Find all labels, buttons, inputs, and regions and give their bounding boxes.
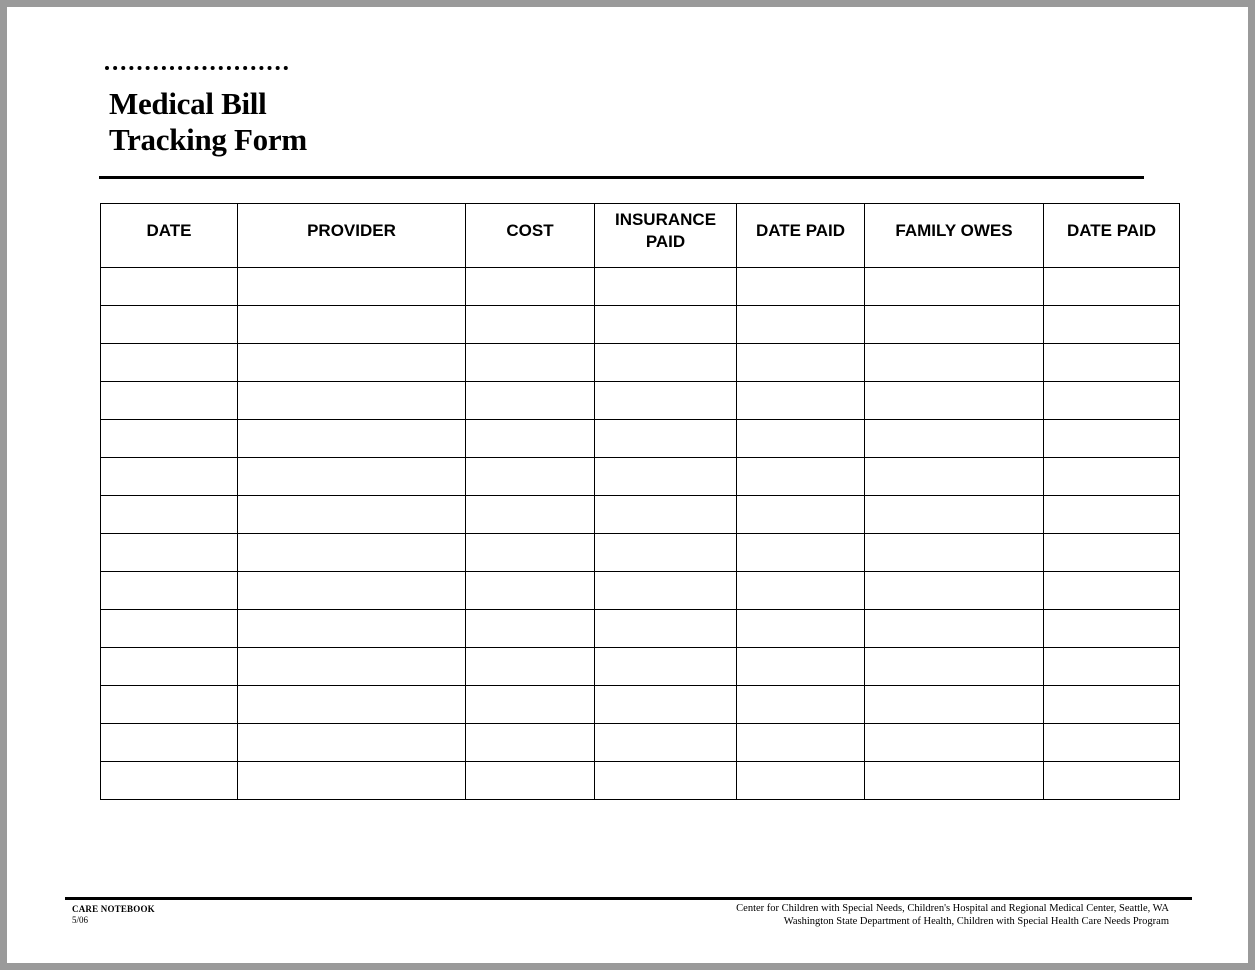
cell-cost[interactable] bbox=[466, 268, 595, 306]
cell-insurance-paid[interactable] bbox=[595, 686, 737, 724]
form-title-line-1: Medical Bill bbox=[109, 86, 267, 121]
cell-insurance-paid[interactable] bbox=[595, 534, 737, 572]
footer-left bbox=[72, 904, 155, 926]
cell-insurance-paid[interactable] bbox=[595, 344, 737, 382]
column-header-date bbox=[101, 204, 238, 268]
cell-family-owes[interactable] bbox=[865, 344, 1044, 382]
cell-date-paid-2[interactable] bbox=[1044, 648, 1180, 686]
cell-family-owes[interactable] bbox=[865, 686, 1044, 724]
table-row bbox=[101, 572, 1180, 610]
cell-cost[interactable] bbox=[466, 496, 595, 534]
column-header-label: DATE PAID bbox=[755, 220, 846, 240]
cell-provider[interactable] bbox=[238, 268, 466, 306]
column-header-label: COST bbox=[506, 220, 554, 240]
cell-cost[interactable] bbox=[466, 420, 595, 458]
table-row bbox=[101, 762, 1180, 800]
cell-family-owes[interactable] bbox=[865, 496, 1044, 534]
column-header-insurance-paid bbox=[595, 204, 737, 268]
cell-date[interactable] bbox=[101, 268, 238, 306]
cell-insurance-paid[interactable] bbox=[595, 496, 737, 534]
cell-date-paid-2[interactable] bbox=[1044, 762, 1180, 800]
footer-version: 5/06 bbox=[72, 915, 89, 925]
table-row bbox=[101, 268, 1180, 306]
cell-provider[interactable] bbox=[238, 686, 466, 724]
cell-provider[interactable] bbox=[238, 382, 466, 420]
cell-cost[interactable] bbox=[466, 648, 595, 686]
column-header-label: INSURANCE PAID bbox=[614, 209, 717, 251]
cell-date-paid[interactable] bbox=[737, 610, 865, 648]
cell-insurance-paid[interactable] bbox=[595, 382, 737, 420]
cell-date-paid[interactable] bbox=[737, 458, 865, 496]
table-row bbox=[101, 344, 1180, 382]
cell-provider[interactable] bbox=[238, 458, 466, 496]
column-header-label: DATE bbox=[146, 220, 192, 240]
cell-date[interactable] bbox=[101, 610, 238, 648]
cell-date[interactable] bbox=[101, 724, 238, 762]
cell-family-owes[interactable] bbox=[865, 382, 1044, 420]
cell-cost[interactable] bbox=[466, 458, 595, 496]
cell-date-paid[interactable] bbox=[737, 306, 865, 344]
cell-insurance-paid[interactable] bbox=[595, 724, 737, 762]
cell-date-paid[interactable] bbox=[737, 344, 865, 382]
cell-date-paid-2[interactable] bbox=[1044, 268, 1180, 306]
cell-cost[interactable] bbox=[466, 762, 595, 800]
cell-date-paid[interactable] bbox=[737, 648, 865, 686]
column-header-date-paid-2 bbox=[1044, 204, 1180, 268]
cell-date[interactable] bbox=[101, 382, 238, 420]
table-row bbox=[101, 496, 1180, 534]
cell-insurance-paid[interactable] bbox=[595, 648, 737, 686]
column-header-label: DATE PAID bbox=[1066, 220, 1157, 240]
cell-insurance-paid[interactable] bbox=[595, 610, 737, 648]
cell-family-owes[interactable] bbox=[865, 610, 1044, 648]
table-row bbox=[101, 306, 1180, 344]
cell-insurance-paid[interactable] bbox=[595, 762, 737, 800]
column-header-label: PROVIDER bbox=[307, 220, 396, 240]
cell-date-paid-2[interactable] bbox=[1044, 496, 1180, 534]
cell-insurance-paid[interactable] bbox=[595, 306, 737, 344]
cell-date[interactable] bbox=[101, 496, 238, 534]
table-row bbox=[101, 458, 1180, 496]
cell-date[interactable] bbox=[101, 762, 238, 800]
cell-date-paid[interactable] bbox=[737, 724, 865, 762]
cell-date-paid-2[interactable] bbox=[1044, 610, 1180, 648]
cell-cost[interactable] bbox=[466, 724, 595, 762]
table-row bbox=[101, 686, 1180, 724]
cell-provider[interactable] bbox=[238, 762, 466, 800]
cell-date[interactable] bbox=[101, 686, 238, 724]
bill-tracking-table bbox=[100, 203, 1180, 800]
cell-date-paid-2[interactable] bbox=[1044, 420, 1180, 458]
title-divider bbox=[99, 176, 1144, 179]
cell-family-owes[interactable] bbox=[865, 572, 1044, 610]
cell-date-paid-2[interactable] bbox=[1044, 572, 1180, 610]
form-title bbox=[109, 86, 307, 158]
cell-date[interactable] bbox=[101, 458, 238, 496]
cell-date[interactable] bbox=[101, 420, 238, 458]
cell-provider[interactable] bbox=[238, 724, 466, 762]
cell-insurance-paid[interactable] bbox=[595, 420, 737, 458]
footer-credit-line-1: Center for Children with Special Needs, Children's Hospital and Regional Medical Center, Seattle, WA bbox=[736, 903, 1169, 914]
form-title-line-2: Tracking Form bbox=[109, 122, 307, 157]
table-row bbox=[101, 534, 1180, 572]
cell-date-paid[interactable] bbox=[737, 268, 865, 306]
footer-brand: CARE NOTEBOOK bbox=[72, 904, 155, 914]
cell-cost[interactable] bbox=[466, 306, 595, 344]
cell-insurance-paid[interactable] bbox=[595, 268, 737, 306]
decorative-dotted-rule bbox=[105, 66, 288, 70]
cell-insurance-paid[interactable] bbox=[595, 458, 737, 496]
footer-divider bbox=[65, 897, 1192, 900]
table-row bbox=[101, 648, 1180, 686]
cell-family-owes[interactable] bbox=[865, 648, 1044, 686]
cell-provider[interactable] bbox=[238, 610, 466, 648]
table-row bbox=[101, 724, 1180, 762]
cell-date-paid[interactable] bbox=[737, 686, 865, 724]
table-header-row bbox=[101, 204, 1180, 268]
table-row bbox=[101, 420, 1180, 458]
cell-provider[interactable] bbox=[238, 648, 466, 686]
column-header-family-owes bbox=[865, 204, 1044, 268]
cell-family-owes[interactable] bbox=[865, 268, 1044, 306]
cell-provider[interactable] bbox=[238, 534, 466, 572]
cell-provider[interactable] bbox=[238, 496, 466, 534]
cell-date-paid[interactable] bbox=[737, 496, 865, 534]
column-header-label: FAMILY OWES bbox=[895, 220, 1013, 240]
cell-date-paid[interactable] bbox=[737, 572, 865, 610]
cell-provider[interactable] bbox=[238, 572, 466, 610]
cell-family-owes[interactable] bbox=[865, 724, 1044, 762]
cell-date-paid-2[interactable] bbox=[1044, 686, 1180, 724]
cell-family-owes[interactable] bbox=[865, 534, 1044, 572]
cell-provider[interactable] bbox=[238, 306, 466, 344]
cell-date-paid-2[interactable] bbox=[1044, 458, 1180, 496]
cell-date-paid-2[interactable] bbox=[1044, 382, 1180, 420]
column-header-date-paid bbox=[737, 204, 865, 268]
table-row bbox=[101, 382, 1180, 420]
cell-date-paid[interactable] bbox=[737, 534, 865, 572]
cell-family-owes[interactable] bbox=[865, 306, 1044, 344]
cell-family-owes[interactable] bbox=[865, 420, 1044, 458]
cell-cost[interactable] bbox=[466, 686, 595, 724]
column-header-cost bbox=[466, 204, 595, 268]
footer-right bbox=[736, 902, 1169, 928]
cell-cost[interactable] bbox=[466, 344, 595, 382]
cell-date[interactable] bbox=[101, 344, 238, 382]
cell-date-paid-2[interactable] bbox=[1044, 306, 1180, 344]
cell-date[interactable] bbox=[101, 648, 238, 686]
cell-date-paid-2[interactable] bbox=[1044, 344, 1180, 382]
cell-date-paid[interactable] bbox=[737, 420, 865, 458]
cell-cost[interactable] bbox=[466, 382, 595, 420]
cell-provider[interactable] bbox=[238, 344, 466, 382]
column-header-provider bbox=[238, 204, 466, 268]
cell-cost[interactable] bbox=[466, 534, 595, 572]
cell-date[interactable] bbox=[101, 572, 238, 610]
cell-date[interactable] bbox=[101, 534, 238, 572]
cell-cost[interactable] bbox=[466, 610, 595, 648]
cell-cost[interactable] bbox=[466, 572, 595, 610]
cell-provider[interactable] bbox=[238, 420, 466, 458]
table-body bbox=[101, 268, 1180, 800]
cell-family-owes[interactable] bbox=[865, 762, 1044, 800]
table-row bbox=[101, 610, 1180, 648]
cell-insurance-paid[interactable] bbox=[595, 572, 737, 610]
cell-date-paid[interactable] bbox=[737, 382, 865, 420]
cell-date-paid[interactable] bbox=[737, 762, 865, 800]
cell-date[interactable] bbox=[101, 306, 238, 344]
footer-credit-line-2: Washington State Department of Health, Children with Special Health Care Needs Program bbox=[783, 916, 1169, 927]
cell-date-paid-2[interactable] bbox=[1044, 534, 1180, 572]
cell-family-owes[interactable] bbox=[865, 458, 1044, 496]
cell-date-paid-2[interactable] bbox=[1044, 724, 1180, 762]
